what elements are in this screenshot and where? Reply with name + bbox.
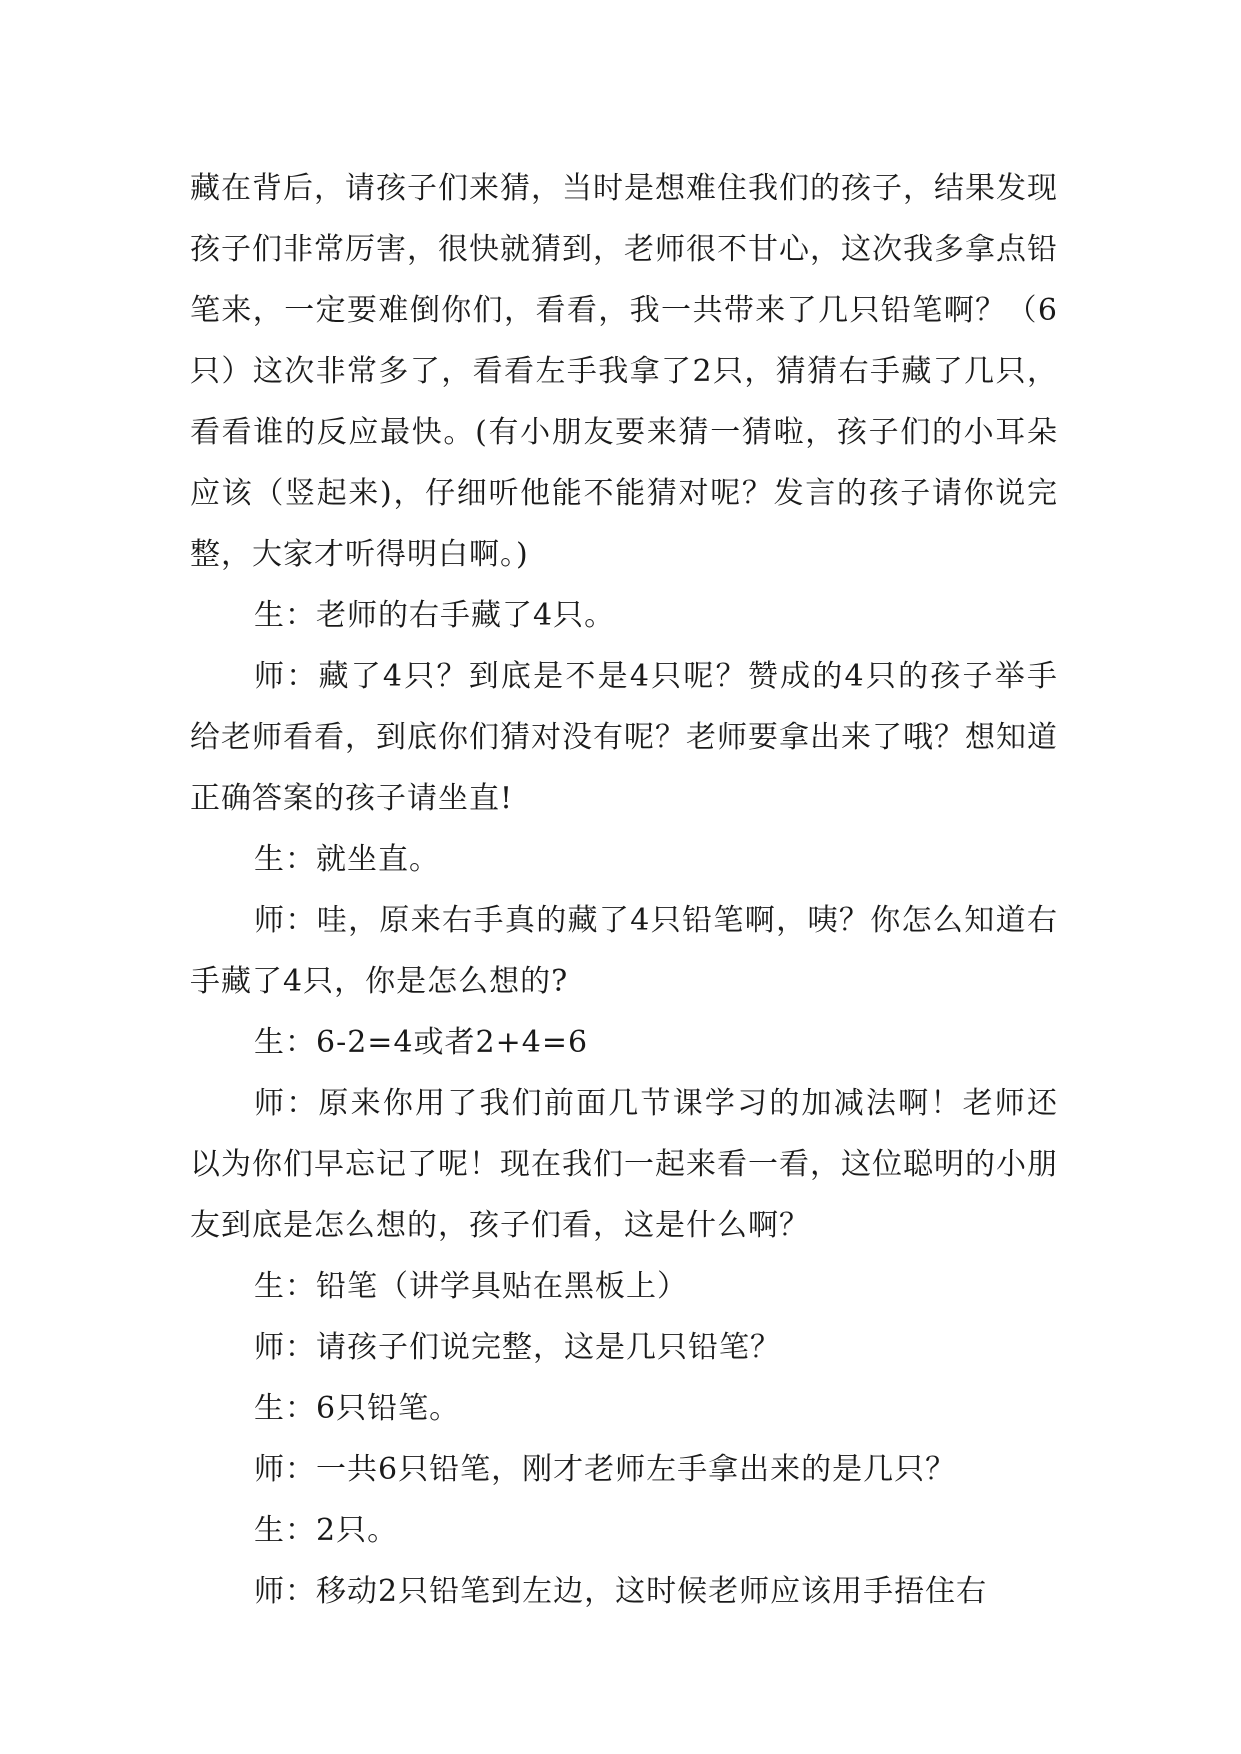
- paragraph-teacher: 师：原来你用了我们前面几节课学习的加减法啊！老师还以为你们早忘记了呢！现在我们一起来看一看，这位聪明的小朋友到底是怎么想的，孩子们看，这是什么啊？: [190, 1086, 1058, 1243]
- paragraph-student: 生：6只铅笔。: [254, 1391, 461, 1426]
- paragraph-teacher: 师：藏了4只？到底是不是4只呢？赞成的4只的孩子举手给老师看看，到底你们猜对没有呢？老师要拿出来了哦？想知道正确答案的孩子请坐直!: [190, 659, 1058, 816]
- paragraph-teacher: 师：移动2只铅笔到左边，这时候老师应该用手捂住右: [254, 1574, 988, 1609]
- paragraph-student: 生：老师的右手藏了4只。: [254, 598, 616, 633]
- document-page: [190, 158, 1058, 1622]
- paragraph-teacher: 师：请孩子们说完整，这是几只铅笔？: [254, 1330, 781, 1365]
- paragraph-student: 生：2只。: [254, 1513, 399, 1548]
- paragraph-student: 生：铅笔（讲学具贴在黑板上）: [254, 1269, 688, 1304]
- paragraph-student: 生：就坐直。: [254, 842, 440, 877]
- paragraph-teacher: 师：一共6只铅笔，刚才老师左手拿出来的是几只？: [254, 1452, 957, 1487]
- paragraph-teacher: 师：哇，原来右手真的藏了4只铅笔啊，咦？你怎么知道右手藏了4只，你是怎么想的?: [190, 903, 1058, 999]
- paragraph-continuation: 藏在背后，请孩子们来猜，当时是想难住我们的孩子，结果发现孩子们非常厉害，很快就猜到，老师很不甘心，这次我多拿点铅笔来，一定要难倒你们，看看，我一共带来了几只铅笔啊？（6只）这次非常多了，看看左手我拿了2只，猜猜右手藏了几只，看看谁的反应最快。(有小朋友要来猜一猜啦，孩子们的小耳朵应该（竖起来)，仔细听他能不能猜对呢？发言的孩子请你说完整，大家才听得明白啊。): [190, 171, 1058, 572]
- paragraph-student: 生：6-2=4或者2+4=6: [254, 1025, 589, 1060]
